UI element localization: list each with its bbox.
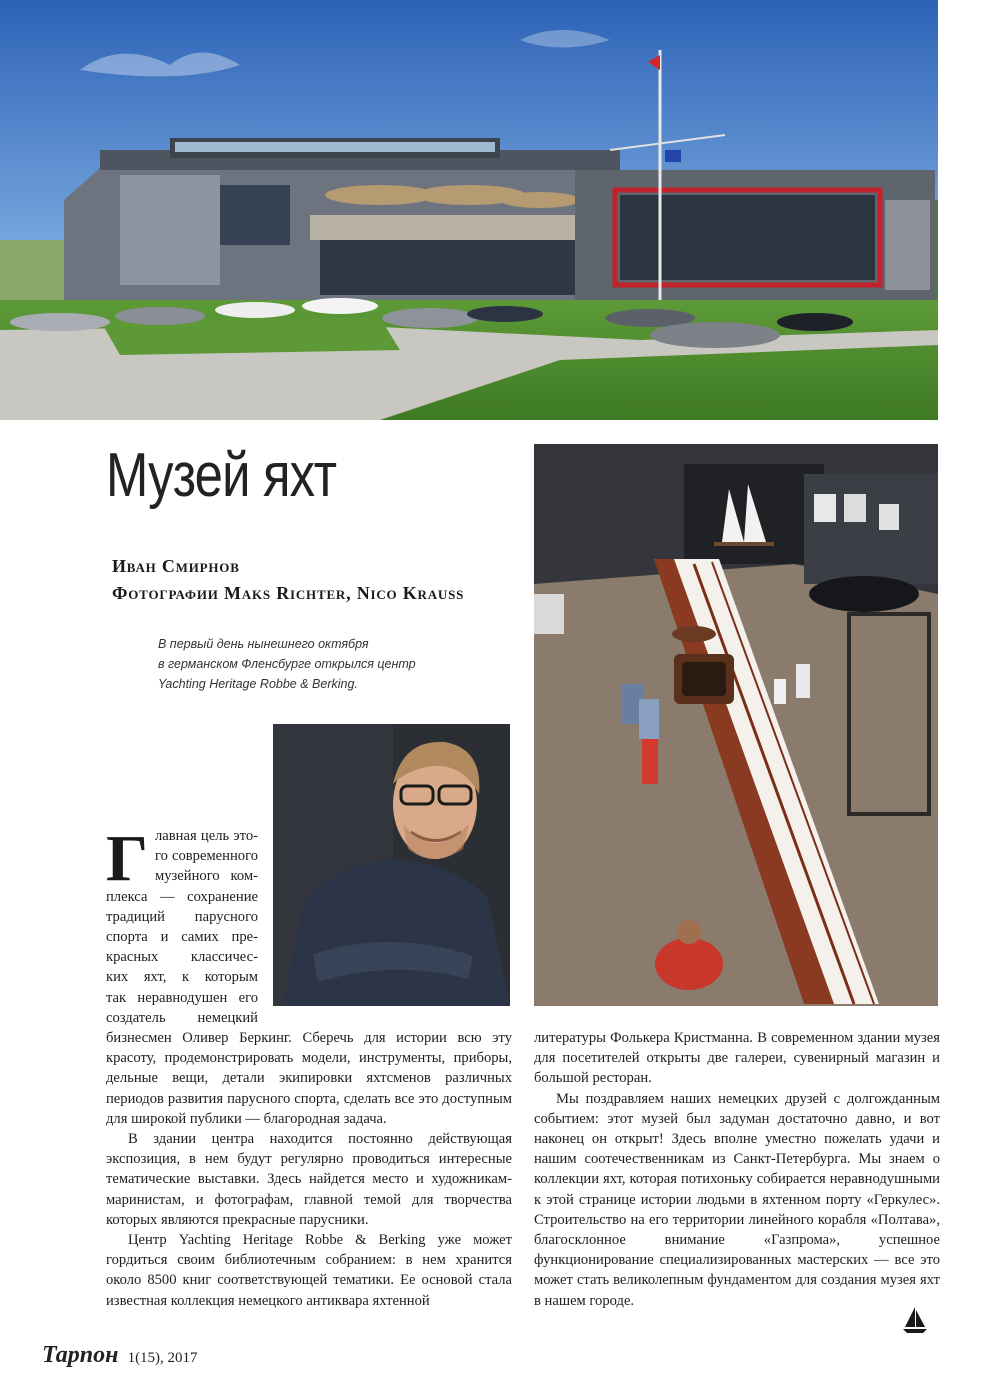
article-title: Музей яхт bbox=[106, 441, 337, 510]
museum-exterior-photo bbox=[0, 0, 938, 420]
author-byline: Иван Смирнов bbox=[112, 556, 240, 576]
text-line: создатель немецкий bbox=[106, 1009, 258, 1026]
paragraph: литературы Фолькера Кристманна. В современном здании музея для посетителей открыты две галереи, сувенирный магазин и большой ресторан. bbox=[534, 1030, 940, 1087]
body-column-left bbox=[106, 1028, 512, 1311]
photo-credit: Фотографии Maks Richter, Nico Krauss bbox=[112, 583, 465, 603]
sailboat-icon bbox=[902, 1306, 928, 1334]
museum-interior-photo bbox=[534, 444, 938, 1006]
body-column-right bbox=[534, 1028, 940, 1311]
text-line: лавная цель это- bbox=[155, 828, 258, 844]
lead-paragraph bbox=[158, 634, 448, 694]
text-line: так неравнодушен его bbox=[106, 989, 258, 1006]
lead-line: Yachting Heritage Robbe & Berking. bbox=[158, 677, 358, 691]
drop-cap: Г bbox=[106, 822, 148, 895]
portrait-photo bbox=[273, 724, 510, 1006]
text-line: традиций парусного bbox=[106, 908, 258, 925]
paragraph: Мы поздравляем наших немецких друзей с долгожданным событием: этот музей был задуман достаточно давно, и вот наконец он открыт! Здесь вполне уместно пожелать удачи и нашим соотечественникам из Санкт-Петербурга. Мы знаем о коллекции яхт, которая потихоньку собирается неравнодушными к этой странице истории людьми в яхтенном порту «Геркулес». Строительство на его территории линейного корабля «Полтава», благосклонное внимание «Газпрома», успешное функционирование специализированных мастерских — все это может стать великолепным фундаментом для создания музея яхт в нашем городе. bbox=[534, 1090, 940, 1309]
paragraph: бизнесмен Оливер Беркинг. Сберечь для истории всю эту красоту, продемонстрировать модели, инструменты, приборы, дельные вещи, детали экипировки яхтсменов различных периодов развития парусного спорта, сделать все это доступным для широкой публики — благородная задача. bbox=[106, 1030, 512, 1127]
issue-number: 1(15), 2017 bbox=[127, 1350, 198, 1366]
wrap-lines-dropcap bbox=[155, 826, 258, 887]
text-line: спорта и самих пре- bbox=[106, 929, 258, 945]
magazine-name: Тарпон bbox=[42, 1342, 119, 1368]
paragraph: В здании центра находится постоянно действующая экспозиция, в нем будут регулярно проводиться интересные тематические выставки. Здесь найдется место и художникам-маринистам, и фотографам, главной темой для творчества которых являются прекрасные парусники. bbox=[106, 1131, 512, 1228]
text-line: музейного ком- bbox=[155, 868, 258, 885]
text-line: ких яхт, к которым bbox=[106, 969, 258, 986]
paragraph: Центр Yachting Heritage Robbe & Berking уже может гордиться своим библиотечным собранием: в нем хранится около 8500 книг соответствующей тематики. Ее основой стала известная коллекция немецкого антиквара яхтенной bbox=[106, 1232, 512, 1309]
text-line: плекса — сохранение bbox=[106, 888, 258, 905]
page-footer bbox=[42, 1342, 198, 1369]
lead-line: в германском Фленсбурге открылся центр bbox=[158, 657, 416, 671]
text-line: красных классичес- bbox=[106, 949, 258, 966]
wrap-lines-rest bbox=[106, 887, 258, 1028]
lead-line: В первый день нынешнего октября bbox=[158, 637, 369, 651]
text-line: го современного bbox=[155, 848, 258, 865]
